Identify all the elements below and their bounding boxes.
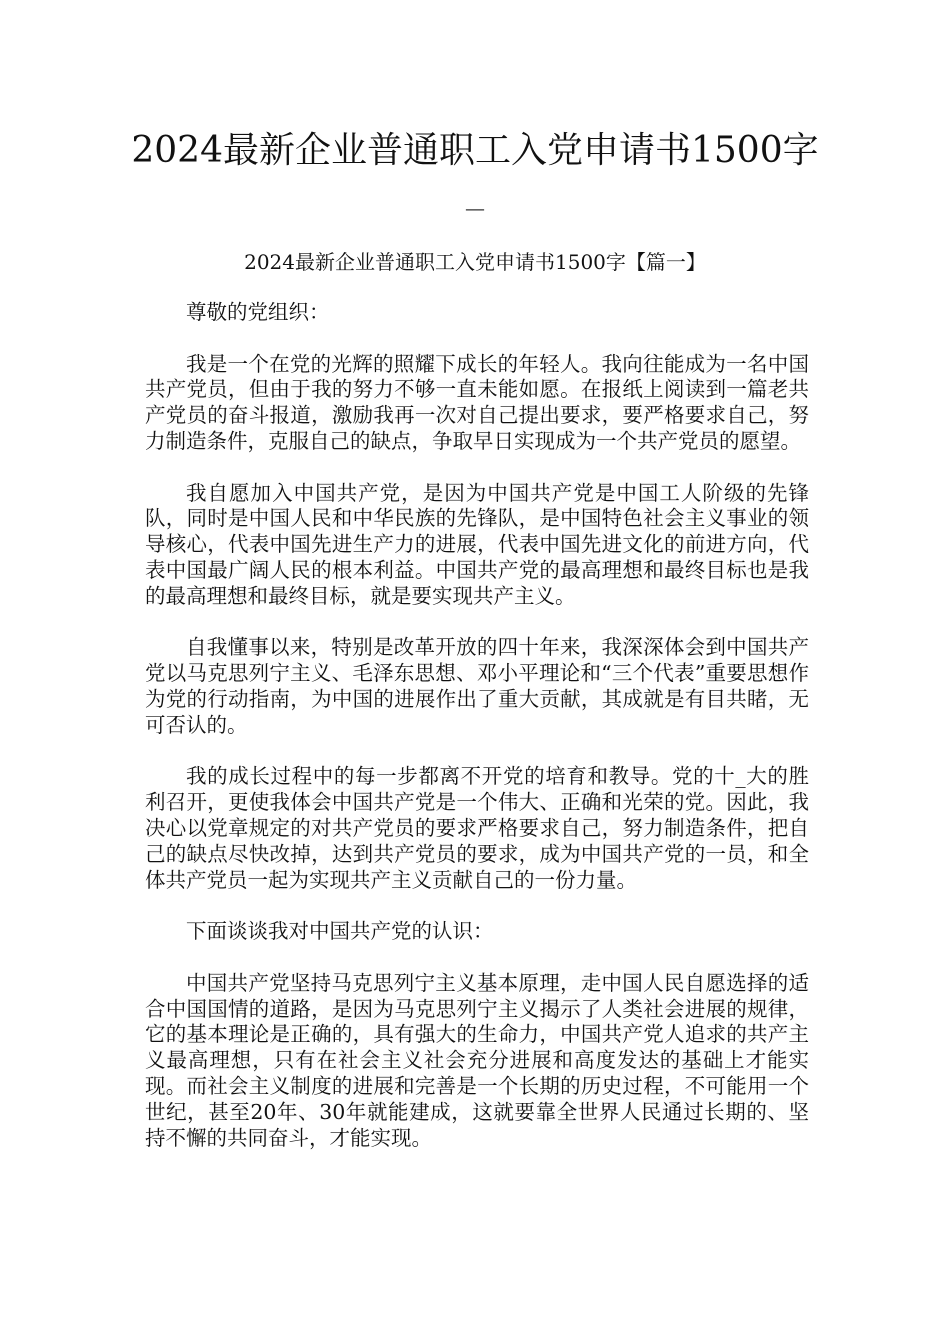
paragraph: 中国共产党坚持马克思列宁主义基本原理，走中国人民自愿选择的适合中国国情的道路，是因为马克思列宁主义揭示了人类社会进展的规律，它的基本理论是正确的，具有强大的生命力，中国共产党人追求的共产主义最高理想，只有在社会主义社会充分进展和高度发达的基础上才能实现。而社会主义制度的进展和完善是一个长期的历史过程，不可能用一个世纪，甚至20年、30年就能建成，这就要靠全世界人民通过长期的、坚持不懈的共同奋斗，才能实现。 (145, 970, 809, 1150)
paragraph: 下面谈谈我对中国共产党的认识： (186, 919, 494, 944)
paragraph: 我是一个在党的光辉的照耀下成长的年轻人。我向往能成为一名中国共产党员，但由于我的努力不够一直未能如愿。在报纸上阅读到一篇老共产党员的奋斗报道，激励我再一次对自己提出要求，要严格要求自己，努力制造条件，克服自己的缺点，争取早日实现成为一个共产党员的愿望。 (145, 351, 809, 453)
paragraph: 我自愿加入中国共产党，是因为中国共产党是中国工人阶级的先锋队，同时是中国人民和中华民族的先锋队，是中国特色社会主义事业的领导核心，代表中国先进生产力的进展，代表中国先进文化的前进方向，代表中国最广阔人民的根本利益。中国共产党的最高理想和最终目标也是我的最高理想和最终目标，就是要实现共产主义。 (145, 480, 809, 608)
paragraph: 我的成长过程中的每一步都离不开党的培育和教导。党的十_大的胜利召开，更使我体会中国共产党是一个伟大、正确和光荣的党。因此，我决心以党章规定的对共产党员的要求严格要求自己，努力制造条件，把自己的缺点尽快改掉，达到共产党员的要求，成为中国共产党的一员，和全体共产党员一起为实现共产主义贡献自己的一份力量。 (145, 764, 809, 892)
salutation: 尊敬的党组织： (186, 300, 330, 324)
section-title: 2024最新企业普通职工入党申请书1500字【篇一】 (244, 250, 706, 274)
paragraph: 自我懂事以来，特别是改革开放的四十年来，我深深体会到中国共产党以马克思列宁主义、毛泽东思想、邓小平理论和“三个代表”重要思想作为党的行动指南，为中国的进展作出了重大贡献，其成就是有目共睹，无可否认的。 (145, 635, 809, 737)
title-dash-mark: — (465, 196, 485, 220)
document-title: 2024最新企业普通职工入党申请书1500字 (131, 130, 819, 171)
document-body (145, 300, 809, 1177)
